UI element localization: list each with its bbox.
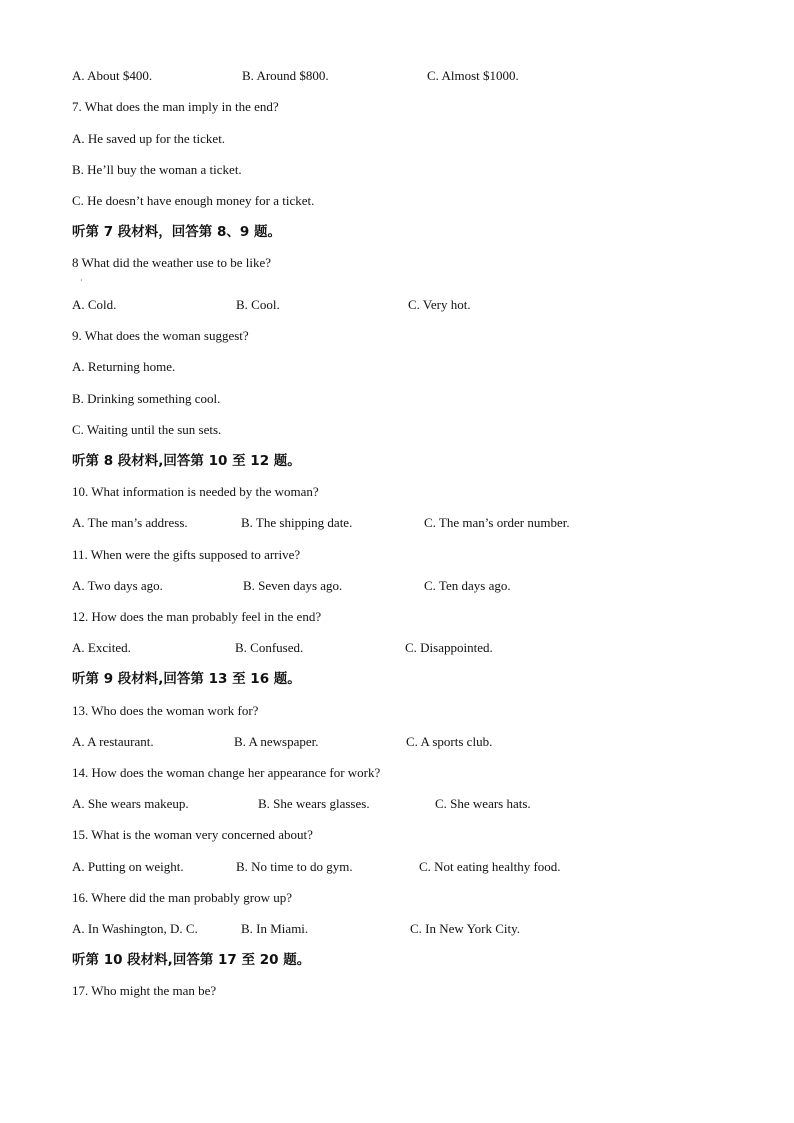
- q11-option-b: B. Seven days ago.: [243, 578, 343, 593]
- q7-option-a: A. He saved up for the ticket.: [72, 131, 226, 146]
- q13-option-c: C. A sports club.: [406, 734, 493, 749]
- q13-option-b: B. A newspaper.: [234, 734, 319, 749]
- q14-question: 14. How does the woman change her appearance for work?: [72, 765, 381, 780]
- q7-question: 7. What does the man imply in the end?: [72, 99, 279, 114]
- q8-option-c: C. Very hot.: [408, 297, 471, 312]
- q13-option-a: A. A restaurant.: [72, 734, 154, 749]
- q10-question: 10. What information is needed by the woman?: [72, 484, 319, 499]
- q14-option-a: A. She wears makeup.: [72, 796, 189, 811]
- q9-option-c: C. Waiting until the sun sets.: [72, 422, 222, 437]
- q12-question: 12. How does the man probably feel in the end?: [72, 609, 322, 624]
- q16-question: 16. Where did the man probably grow up?: [72, 890, 292, 905]
- section-heading-8: 听第 8 段材料,回答第 10 至 12 题。: [72, 453, 301, 469]
- q16-option-a: A. In Washington, D. C.: [72, 921, 198, 936]
- q14-option-c: C. She wears hats.: [435, 796, 531, 811]
- q8-option-a: A. Cold.: [72, 297, 117, 312]
- q6-option-a: A. About $400.: [72, 68, 153, 83]
- q14-option-b: B. She wears glasses.: [258, 796, 370, 811]
- q6-option-b: B. Around $800.: [242, 68, 329, 83]
- stray-mark: ·: [80, 276, 83, 285]
- q12-option-c: C. Disappointed.: [405, 640, 493, 655]
- q15-option-b: B. No time to do gym.: [236, 859, 353, 874]
- q6-option-c: C. Almost $1000.: [427, 68, 519, 83]
- q9-option-b: B. Drinking something cool.: [72, 391, 221, 406]
- q12-option-b: B. Confused.: [235, 640, 304, 655]
- q8-option-b: B. Cool.: [236, 297, 280, 312]
- q7-option-b: B. He’ll buy the woman a ticket.: [72, 162, 242, 177]
- q11-option-a: A. Two days ago.: [72, 578, 163, 593]
- q10-option-a: A. The man’s address.: [72, 515, 188, 530]
- q11-option-c: C. Ten days ago.: [424, 578, 511, 593]
- q16-option-c: C. In New York City.: [410, 921, 521, 936]
- q9-question: 9. What does the woman suggest?: [72, 328, 249, 343]
- q15-option-c: C. Not eating healthy food.: [419, 859, 561, 874]
- q15-option-a: A. Putting on weight.: [72, 859, 184, 874]
- q11-question: 11. When were the gifts supposed to arrive?: [72, 547, 301, 562]
- q16-option-b: B. In Miami.: [241, 921, 309, 936]
- section-heading-9: 听第 9 段材料,回答第 13 至 16 题。: [72, 671, 301, 687]
- q15-question: 15. What is the woman very concerned about?: [72, 827, 313, 842]
- q7-option-c: C. He doesn’t have enough money for a ticket.: [72, 193, 315, 208]
- q13-question: 13. Who does the woman work for?: [72, 703, 259, 718]
- section-heading-10: 听第 10 段材料,回答第 17 至 20 题。: [72, 952, 311, 968]
- q17-question: 17. Who might the man be?: [72, 983, 217, 998]
- q12-option-a: A. Excited.: [72, 640, 131, 655]
- q9-option-a: A. Returning home.: [72, 359, 176, 374]
- q10-option-c: C. The man’s order number.: [424, 515, 570, 530]
- q10-option-b: B. The shipping date.: [241, 515, 353, 530]
- section-heading-7: 听第 7 段材料，回答第 8、9 题。: [72, 224, 281, 240]
- q8-question: 8 What did the weather use to be like?: [72, 255, 272, 270]
